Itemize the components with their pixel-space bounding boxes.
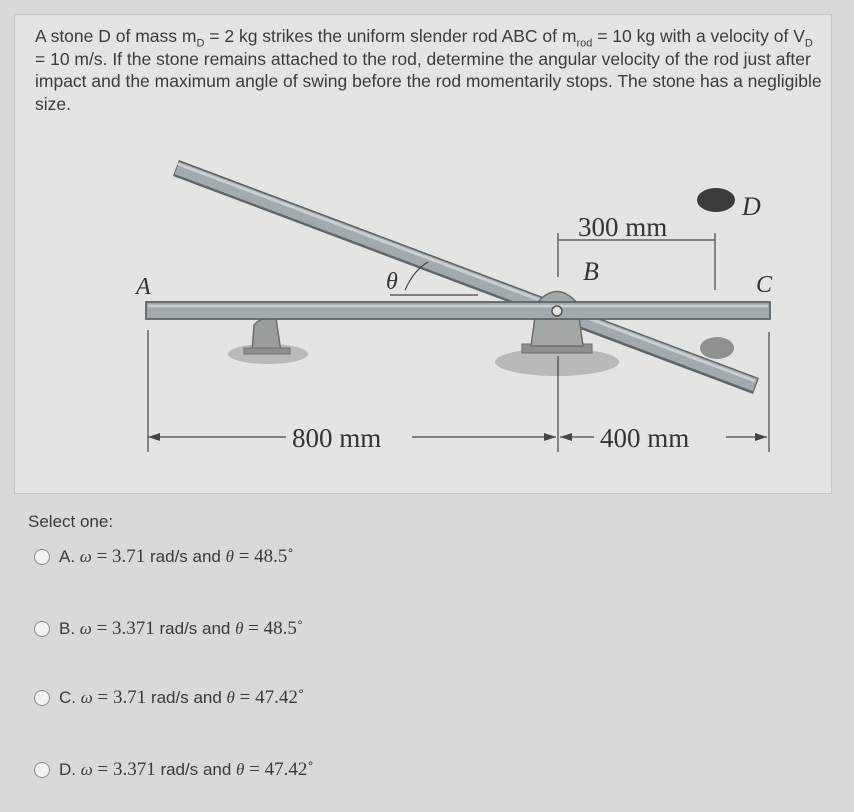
option-connector: rad/s and xyxy=(154,619,236,638)
radio-button[interactable] xyxy=(34,690,50,706)
label-a: A xyxy=(136,274,151,300)
label-c: C xyxy=(756,272,773,298)
arrowhead xyxy=(148,433,160,441)
option-label xyxy=(59,546,294,568)
left-support xyxy=(252,318,281,352)
option-letter: B. xyxy=(59,619,76,638)
arrowhead xyxy=(560,433,572,441)
option-connector: rad/s and xyxy=(145,547,226,566)
option-letter: C. xyxy=(59,688,76,707)
option-letter: A. xyxy=(59,547,76,566)
question-part: = 2 kg strikes the uniform slender rod ABC of m xyxy=(204,26,577,46)
omega-value: = 3.71 xyxy=(92,687,147,708)
answer-option-c[interactable] xyxy=(34,687,304,709)
omega-symbol: ω xyxy=(79,547,92,566)
option-connector: rad/s and xyxy=(146,688,227,707)
question-part: = 10 kg with a velocity of V xyxy=(592,26,805,46)
radio-button[interactable] xyxy=(34,621,50,637)
stone-d xyxy=(697,188,735,212)
label-b: B xyxy=(583,257,599,286)
question-part: = 10 m/s. If the stone remains attached to the rod, determine the angular velocity of the rod just after impact and the maximum angle of swing before the rod momentarily stops. The stone has a negligible size. xyxy=(35,48,822,114)
omega-value: = 3.371 xyxy=(91,618,155,639)
theta-symbol: θ xyxy=(226,688,235,707)
arrowhead xyxy=(544,433,556,441)
theta-value: = 48.5˚ xyxy=(243,618,304,639)
dimension-400: 400 mm xyxy=(600,423,690,453)
horizontal-rod xyxy=(146,302,770,319)
option-label xyxy=(59,687,304,709)
answer-option-d[interactable] xyxy=(34,759,314,781)
theta-value: = 47.42˚ xyxy=(244,759,314,780)
option-label xyxy=(59,618,303,640)
theta-value: = 47.42˚ xyxy=(234,687,305,708)
omega-value: = 3.371 xyxy=(92,759,156,780)
option-letter: D. xyxy=(59,760,76,779)
select-one-label: Select one: xyxy=(28,512,114,531)
label-d: D xyxy=(742,192,761,221)
omega-symbol: ω xyxy=(79,619,92,638)
arrowhead xyxy=(755,433,767,441)
omega-symbol: ω xyxy=(80,688,93,707)
dimension-800: 800 mm xyxy=(292,423,382,453)
dimension-300: 300 mm xyxy=(578,212,668,242)
pivot-pin xyxy=(552,306,562,316)
question-part: A stone D of mass m xyxy=(35,26,197,46)
radio-button[interactable] xyxy=(34,762,50,778)
theta-value: = 48.5˚ xyxy=(233,546,294,567)
question-subscript: rod xyxy=(576,37,593,50)
answer-option-a[interactable] xyxy=(34,546,294,568)
theta-symbol: θ xyxy=(236,760,245,779)
question-subscript: D xyxy=(804,37,813,50)
option-label xyxy=(59,759,314,781)
label-theta: θ xyxy=(386,269,398,295)
radio-button[interactable] xyxy=(34,549,50,565)
theta-symbol: θ xyxy=(225,547,234,566)
stone-lower xyxy=(700,337,734,359)
option-connector: rad/s and xyxy=(155,760,237,779)
question-subscript: D xyxy=(196,37,205,50)
omega-value: = 3.71 xyxy=(91,546,146,567)
omega-symbol: ω xyxy=(80,760,93,779)
theta-symbol: θ xyxy=(235,619,244,638)
left-support-base xyxy=(244,348,290,354)
answer-option-b[interactable] xyxy=(34,618,303,640)
